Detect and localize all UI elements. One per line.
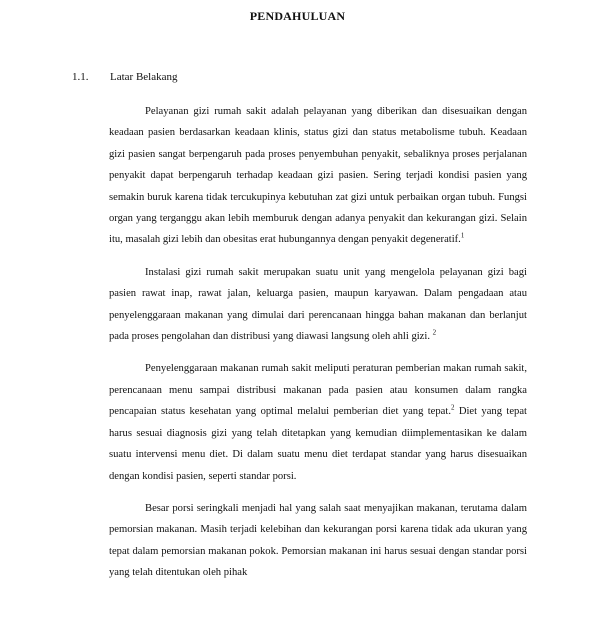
paragraph-text: Instalasi gizi rumah sakit merupakan suatu unit yang mengelola pelayanan gizi bagi pasien rawat inap, rawat jalan, keluarga pasien, maupun karyawan. Dalam pengadaan atau penyelenggaraan makanan yang dimulai dari perencanaan hingga bahan makanan dan berlanjut pada proses pengolahan dan distribusi yang diawasi langsung oleh ahli gizi. xyxy=(109,266,527,343)
paragraph-tail: Diet yang tepat harus sesuai diagnosis gizi yang telah ditetapkan yang kemudian diimplementasikan ke dalam suatu intervensi menu diet. Di dalam suatu menu diet terdapat standar yang harus disesuaikan dengan kondisi pasien, seperti standar porsi. xyxy=(109,406,527,482)
paragraph-text: Pelayanan gizi rumah sakit adalah pelayanan yang diberikan dan disesuaikan dengan keadaan pasien berdasarkan keadaan klinis, status gizi dan status metabolisme tubuh. Keadaan gizi pasien sangat berpengaruh pada proses penyembuhan penyakit, sebaliknya proses perjalanan penyakit dapat berpengaruh terhadap keadaan gizi pasien. Sering terjadi kondisi pasien yang semakin buruk karena tidak tercukupinya kebutuhan zat gizi untuk perbaikan organ tubuh. Fungsi organ yang terganggu akan lebih memburuk dengan adanya penyakit dan kekurangan gizi. Selain itu, masalah gizi lebih dan obesitas erat hubungannya dengan penyakit degeneratif. xyxy=(109,106,527,246)
paragraph-3 xyxy=(109,358,527,486)
paragraph-4 xyxy=(109,498,527,584)
paragraph-2 xyxy=(109,262,527,348)
paragraph-1 xyxy=(109,101,527,251)
footnote-ref: 1 xyxy=(460,231,465,240)
section-title: Latar Belakang xyxy=(110,71,178,83)
section-heading xyxy=(72,71,178,83)
footnote-ref: 2 xyxy=(432,328,437,337)
paragraph-text: Penyelenggaraan makanan rumah sakit meliputi peraturan pemberian makan rumah sakit, perencanaan menu sampai distribusi makanan pada pasien atau konsumen dalam rangka pencapaian status kesehatan yang optimal melalui pemberian diet yang tepat. xyxy=(109,363,527,418)
body-text xyxy=(109,101,527,595)
paragraph-text: Besar porsi seringkali menjadi hal yang salah saat menyajikan makanan, terutama dalam pemorsian makanan. Masih terjadi kelebihan dan kekurangan porsi karena tidak ada ukuran yang tepat dalam pemorsian makanan pokok. Pemorsian makanan ini harus sesuai dengan standar porsi yang telah ditentukan oleh pihak xyxy=(109,502,527,579)
section-number: 1.1. xyxy=(72,71,89,83)
page-title: PENDAHULUAN xyxy=(249,9,346,23)
footnote-ref: 2 xyxy=(450,403,455,412)
